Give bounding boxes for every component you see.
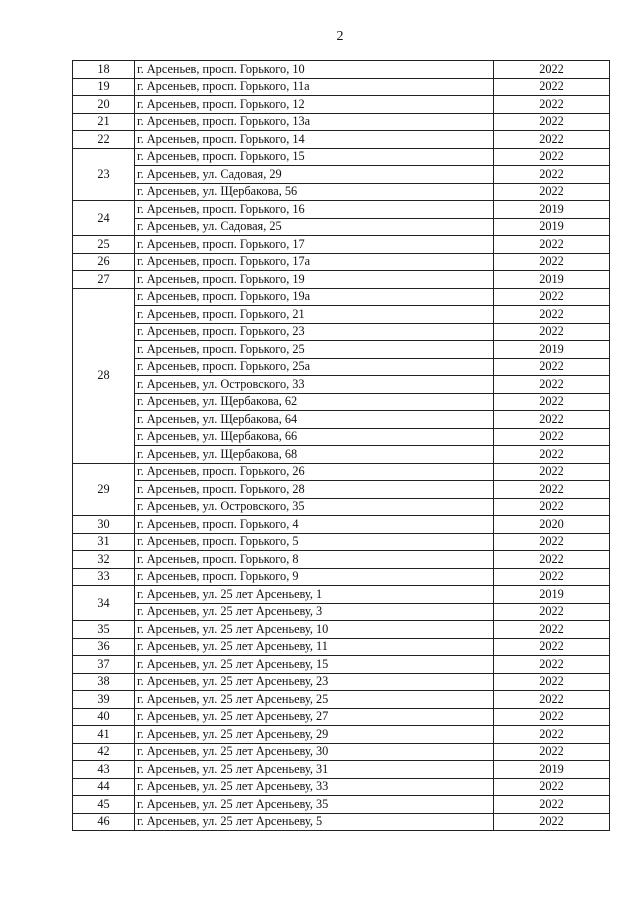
address-cell: г. Арсеньев, просп. Горького, 4 <box>135 516 494 534</box>
table-row <box>73 288 610 306</box>
row-number: 29 <box>73 463 135 516</box>
row-number: 43 <box>73 761 135 779</box>
table-row <box>73 61 610 79</box>
address-cell: г. Арсеньев, просп. Горького, 8 <box>135 551 494 569</box>
address-cell: г. Арсеньев, просп. Горького, 25 <box>135 341 494 359</box>
row-number: 28 <box>73 288 135 463</box>
year-cell: 2022 <box>494 568 610 586</box>
row-number: 25 <box>73 236 135 254</box>
table-row <box>73 708 610 726</box>
year-cell: 2022 <box>494 96 610 114</box>
year-cell: 2022 <box>494 323 610 341</box>
table-row <box>73 358 610 376</box>
address-cell: г. Арсеньев, ул. Островского, 35 <box>135 498 494 516</box>
table-row <box>73 78 610 96</box>
year-cell: 2022 <box>494 813 610 831</box>
year-cell: 2022 <box>494 113 610 131</box>
row-number: 26 <box>73 253 135 271</box>
year-cell: 2022 <box>494 463 610 481</box>
address-cell: г. Арсеньев, ул. 25 лет Арсеньеву, 35 <box>135 796 494 814</box>
table-row <box>73 393 610 411</box>
address-table-body <box>73 61 610 831</box>
table-row <box>73 341 610 359</box>
row-number: 34 <box>73 586 135 621</box>
address-cell: г. Арсеньев, просп. Горького, 23 <box>135 323 494 341</box>
address-cell: г. Арсеньев, просп. Горького, 12 <box>135 96 494 114</box>
row-number: 46 <box>73 813 135 831</box>
row-number: 23 <box>73 148 135 201</box>
address-cell: г. Арсеньев, ул. 25 лет Арсеньеву, 31 <box>135 761 494 779</box>
table-row <box>73 726 610 744</box>
table-row <box>73 796 610 814</box>
table-row <box>73 551 610 569</box>
address-cell: г. Арсеньев, просп. Горького, 16 <box>135 201 494 219</box>
table-row <box>73 586 610 604</box>
year-cell: 2022 <box>494 446 610 464</box>
year-cell: 2022 <box>494 603 610 621</box>
table-row <box>73 253 610 271</box>
table-row <box>73 568 610 586</box>
address-cell: г. Арсеньев, просп. Горького, 17 <box>135 236 494 254</box>
year-cell: 2022 <box>494 306 610 324</box>
row-number: 37 <box>73 656 135 674</box>
table-row <box>73 201 610 219</box>
address-table <box>72 60 610 831</box>
address-cell: г. Арсеньев, ул. Щербакова, 68 <box>135 446 494 464</box>
year-cell: 2022 <box>494 481 610 499</box>
address-cell: г. Арсеньев, просп. Горького, 10 <box>135 61 494 79</box>
row-number: 42 <box>73 743 135 761</box>
address-cell: г. Арсеньев, просп. Горького, 9 <box>135 568 494 586</box>
address-cell: г. Арсеньев, просп. Горького, 15 <box>135 148 494 166</box>
table-row <box>73 656 610 674</box>
address-cell: г. Арсеньев, ул. 25 лет Арсеньеву, 15 <box>135 656 494 674</box>
year-cell: 2022 <box>494 148 610 166</box>
row-number: 31 <box>73 533 135 551</box>
year-cell: 2022 <box>494 78 610 96</box>
row-number: 35 <box>73 621 135 639</box>
address-cell: г. Арсеньев, ул. 25 лет Арсеньеву, 25 <box>135 691 494 709</box>
table-row <box>73 428 610 446</box>
year-cell: 2019 <box>494 586 610 604</box>
row-number: 27 <box>73 271 135 289</box>
address-cell: г. Арсеньев, ул. 25 лет Арсеньеву, 29 <box>135 726 494 744</box>
year-cell: 2020 <box>494 516 610 534</box>
table-row <box>73 96 610 114</box>
year-cell: 2022 <box>494 253 610 271</box>
year-cell: 2019 <box>494 761 610 779</box>
address-cell: г. Арсеньев, ул. 25 лет Арсеньеву, 11 <box>135 638 494 656</box>
table-row <box>73 323 610 341</box>
year-cell: 2022 <box>494 288 610 306</box>
year-cell: 2022 <box>494 551 610 569</box>
address-cell: г. Арсеньев, ул. Щербакова, 66 <box>135 428 494 446</box>
address-cell: г. Арсеньев, просп. Горького, 25а <box>135 358 494 376</box>
year-cell: 2022 <box>494 61 610 79</box>
address-cell: г. Арсеньев, ул. Щербакова, 64 <box>135 411 494 429</box>
table-row <box>73 516 610 534</box>
table-row <box>73 778 610 796</box>
table-row <box>73 761 610 779</box>
address-cell: г. Арсеньев, ул. Садовая, 25 <box>135 218 494 236</box>
table-row <box>73 113 610 131</box>
row-number: 30 <box>73 516 135 534</box>
table-row <box>73 463 610 481</box>
address-cell: г. Арсеньев, ул. 25 лет Арсеньеву, 30 <box>135 743 494 761</box>
row-number: 20 <box>73 96 135 114</box>
year-cell: 2022 <box>494 743 610 761</box>
table-row <box>73 271 610 289</box>
year-cell: 2022 <box>494 708 610 726</box>
year-cell: 2022 <box>494 428 610 446</box>
year-cell: 2022 <box>494 691 610 709</box>
year-cell: 2022 <box>494 358 610 376</box>
year-cell: 2022 <box>494 236 610 254</box>
table-row <box>73 533 610 551</box>
address-cell: г. Арсеньев, просп. Горького, 19а <box>135 288 494 306</box>
row-number: 41 <box>73 726 135 744</box>
year-cell: 2022 <box>494 778 610 796</box>
address-cell: г. Арсеньев, ул. 25 лет Арсеньеву, 1 <box>135 586 494 604</box>
address-cell: г. Арсеньев, ул. 25 лет Арсеньеву, 33 <box>135 778 494 796</box>
table-row <box>73 603 610 621</box>
address-cell: г. Арсеньев, ул. Щербакова, 56 <box>135 183 494 201</box>
table-row <box>73 166 610 184</box>
address-cell: г. Арсеньев, ул. Островского, 33 <box>135 376 494 394</box>
year-cell: 2022 <box>494 131 610 149</box>
table-row <box>73 446 610 464</box>
row-number: 45 <box>73 796 135 814</box>
address-cell: г. Арсеньев, ул. 25 лет Арсеньеву, 5 <box>135 813 494 831</box>
address-cell: г. Арсеньев, просп. Горького, 13а <box>135 113 494 131</box>
year-cell: 2022 <box>494 796 610 814</box>
row-number: 21 <box>73 113 135 131</box>
year-cell: 2022 <box>494 411 610 429</box>
address-cell: г. Арсеньев, ул. 25 лет Арсеньеву, 27 <box>135 708 494 726</box>
year-cell: 2022 <box>494 183 610 201</box>
address-cell: г. Арсеньев, ул. Садовая, 29 <box>135 166 494 184</box>
table-row <box>73 148 610 166</box>
year-cell: 2019 <box>494 201 610 219</box>
year-cell: 2019 <box>494 341 610 359</box>
address-cell: г. Арсеньев, просп. Горького, 26 <box>135 463 494 481</box>
row-number: 32 <box>73 551 135 569</box>
year-cell: 2022 <box>494 621 610 639</box>
year-cell: 2022 <box>494 638 610 656</box>
row-number: 39 <box>73 691 135 709</box>
year-cell: 2022 <box>494 533 610 551</box>
year-cell: 2022 <box>494 726 610 744</box>
table-row <box>73 673 610 691</box>
address-cell: г. Арсеньев, просп. Горького, 14 <box>135 131 494 149</box>
address-cell: г. Арсеньев, просп. Горького, 21 <box>135 306 494 324</box>
row-number: 19 <box>73 78 135 96</box>
address-cell: г. Арсеньев, ул. 25 лет Арсеньеву, 23 <box>135 673 494 691</box>
table-row <box>73 376 610 394</box>
year-cell: 2022 <box>494 656 610 674</box>
table-row <box>73 691 610 709</box>
row-number: 33 <box>73 568 135 586</box>
year-cell: 2022 <box>494 673 610 691</box>
row-number: 24 <box>73 201 135 236</box>
table-row <box>73 498 610 516</box>
year-cell: 2022 <box>494 498 610 516</box>
table-row <box>73 481 610 499</box>
table-row <box>73 638 610 656</box>
address-cell: г. Арсеньев, просп. Горького, 11а <box>135 78 494 96</box>
table-row <box>73 183 610 201</box>
year-cell: 2022 <box>494 393 610 411</box>
year-cell: 2019 <box>494 271 610 289</box>
address-cell: г. Арсеньев, просп. Горького, 28 <box>135 481 494 499</box>
table-row <box>73 236 610 254</box>
year-cell: 2022 <box>494 166 610 184</box>
year-cell: 2019 <box>494 218 610 236</box>
year-cell: 2022 <box>494 376 610 394</box>
address-cell: г. Арсеньев, ул. Щербакова, 62 <box>135 393 494 411</box>
table-row <box>73 621 610 639</box>
address-cell: г. Арсеньев, просп. Горького, 19 <box>135 271 494 289</box>
address-cell: г. Арсеньев, ул. 25 лет Арсеньеву, 3 <box>135 603 494 621</box>
row-number: 40 <box>73 708 135 726</box>
table-row <box>73 306 610 324</box>
row-number: 38 <box>73 673 135 691</box>
table-row <box>73 743 610 761</box>
page-number: 2 <box>336 29 344 44</box>
table-row <box>73 411 610 429</box>
row-number: 18 <box>73 61 135 79</box>
row-number: 44 <box>73 778 135 796</box>
row-number: 22 <box>73 131 135 149</box>
row-number: 36 <box>73 638 135 656</box>
address-cell: г. Арсеньев, ул. 25 лет Арсеньеву, 10 <box>135 621 494 639</box>
table-row <box>73 218 610 236</box>
table-row <box>73 131 610 149</box>
address-cell: г. Арсеньев, просп. Горького, 17а <box>135 253 494 271</box>
address-cell: г. Арсеньев, просп. Горького, 5 <box>135 533 494 551</box>
table-row <box>73 813 610 831</box>
